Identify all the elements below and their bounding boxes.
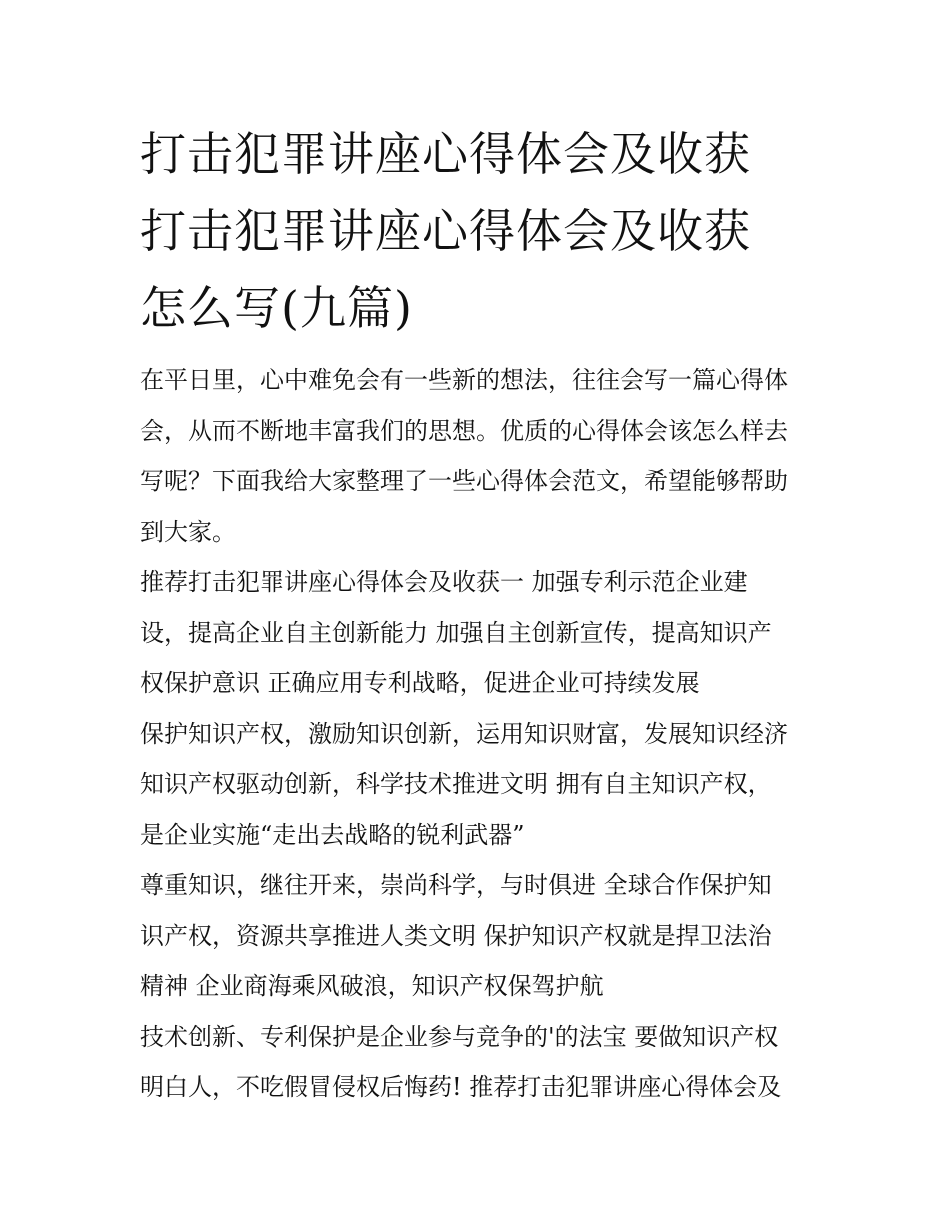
text-line: 是企业实施“走出去战略的锐利武器”: [140, 820, 525, 849]
text-line: 写呢？下面我给大家整理了一些心得体会范文，希望能够帮助: [140, 467, 788, 495]
text-line: 尊重知识，继往开来，崇尚科学，与时俱进 全球合作保护知: [140, 871, 772, 899]
text-line: 在平日里，心中难免会有一些新的想法，往往会写一篇心得体: [140, 366, 788, 394]
text-line: 到大家。: [140, 517, 236, 546]
text-line: 识产权，资源共享推进人类文明 保护知识产权就是捍卫法治: [140, 921, 772, 950]
text-line: 明白人，不吃假冒侵权后悔药! 推荐打击犯罪讲座心得体会及: [140, 1073, 782, 1101]
document-title: [140, 116, 830, 347]
text-line: 设，提高企业自主创新能力 加强自主创新宣传，提高知识产: [140, 618, 772, 647]
paragraph-slogans-1: [140, 709, 820, 861]
title-line: 打击犯罪讲座心得体会及收获: [140, 204, 751, 258]
text-line: 推荐打击犯罪讲座心得体会及收获一 加强专利示范企业建: [140, 568, 748, 596]
paragraph-recommend: [140, 557, 820, 709]
text-line: 权保护意识 正确应用专利战略，促进企业可持续发展: [140, 669, 700, 697]
text-line: 精神 企业商海乘风破浪，知识产权保驾护航: [140, 972, 604, 1000]
text-line: 会，从而不断地丰富我们的思想。优质的心得体会该怎么样去: [140, 416, 788, 445]
title-line: 打击犯罪讲座心得体会及收获: [140, 127, 751, 181]
text-line: 技术创新、专利保护是企业参与竞争的'的法宝 要做知识产权: [140, 1022, 779, 1051]
document-body: [140, 355, 820, 1113]
text-line: 知识产权驱动创新，科学技术推进文明 拥有自主知识产权，: [140, 770, 772, 798]
text-line: 保护知识产权，激励知识创新，运用知识财富，发展知识经济: [140, 719, 788, 748]
paragraph-slogans-2: [140, 860, 820, 1012]
paragraph-intro: [140, 355, 820, 557]
paragraph-slogans-3: [140, 1012, 820, 1113]
title-line: 怎么写(九篇): [140, 281, 413, 335]
